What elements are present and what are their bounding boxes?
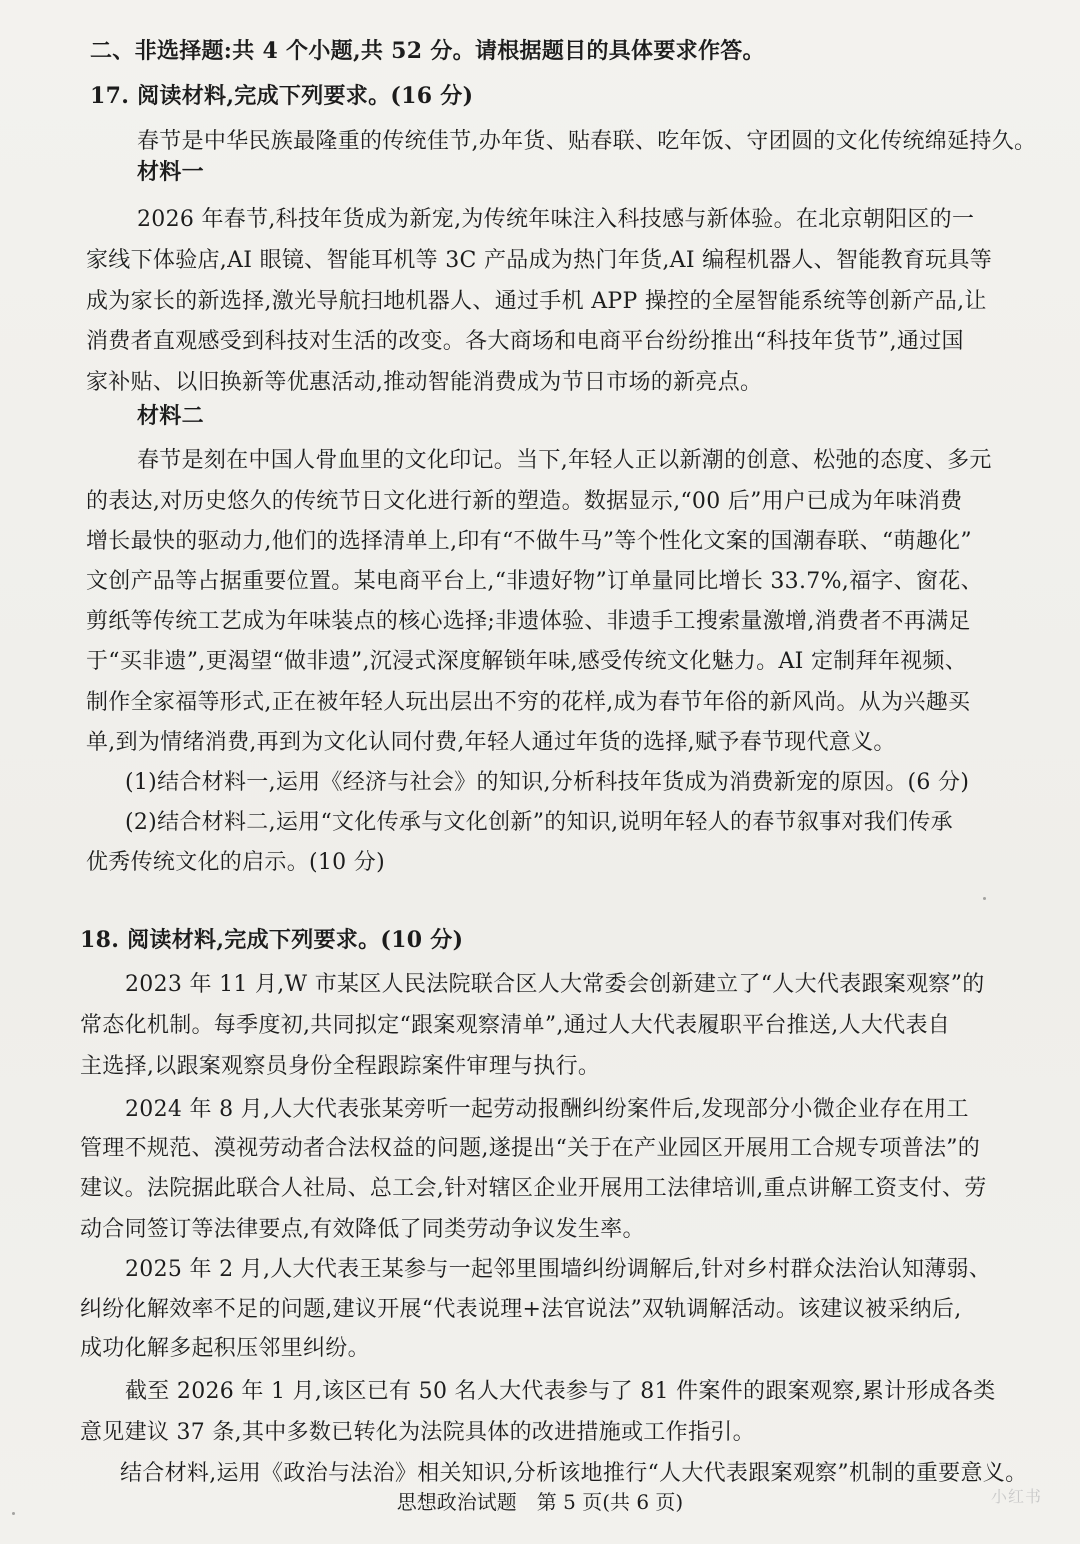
q17-task1: (1)结合材料一,运用《经济与社会》的知识,分析科技年货成为消费新宠的原因。(6 分) <box>125 770 970 795</box>
q18-para2-line: 管理不规范、漠视劳动者合法权益的问题,遂提出“关于在产业园区开展用工合规专项普法”的 <box>80 1136 981 1161</box>
q18-para2-line: 动合同签订等法律要点,有效降低了同类劳动争议发生率。 <box>80 1217 645 1242</box>
q17-title: 17. 阅读材料,完成下列要求。(16 分) <box>90 83 474 109</box>
q18-para3-line: 纠纷化解效率不足的问题,建议开展“代表说理+法官说法”双轨调解活动。该建议被采纳后, <box>80 1297 962 1322</box>
scan-speck <box>12 1512 15 1515</box>
q18-title: 18. 阅读材料,完成下列要求。(10 分) <box>80 927 464 953</box>
page-footer: 思想政治试题 第 5 页(共 6 页) <box>396 1490 684 1514</box>
q17-task2-line: 优秀传统文化的启示。(10 分) <box>86 850 385 875</box>
q17-material1-label: 材料一 <box>137 159 204 185</box>
q17-material1-line: 成为家长的新选择,激光导航扫地机器人、通过手机 APP 操控的全屋智能系统等创新产品,让 <box>86 289 987 314</box>
q17-material1-line: 消费者直观感受到科技对生活的改变。各大商场和电商平台纷纷推出“科技年货节”,通过国 <box>86 329 964 354</box>
section-heading: 二、非选择题:共 4 个小题,共 52 分。请根据题目的具体要求作答。 <box>90 38 765 64</box>
q17-material1-line: 2026 年春节,科技年货成为新宠,为传统年味注入科技感与新体验。在北京朝阳区的一 <box>137 207 975 232</box>
scan-speck <box>983 897 986 900</box>
q18-task: 结合材料,运用《政治与法治》相关知识,分析该地推行“人大代表跟案观察”机制的重要意义。 <box>120 1461 1028 1486</box>
q17-material2-line: 文创产品等占据重要位置。某电商平台上,“非遗好物”订单量同比增长 33.7%,福字、窗花、 <box>86 569 983 594</box>
q18-para3-line: 成功化解多起积压邻里纠纷。 <box>80 1336 370 1361</box>
q17-intro: 春节是中华民族最隆重的传统佳节,办年货、贴春联、吃年饭、守团圆的文化传统绵延持久。 <box>137 129 1037 154</box>
q18-para4-line: 截至 2026 年 1 月,该区已有 50 名人大代表参与了 81 件案件的跟案观察,累计形成各类 <box>125 1379 996 1404</box>
q18-para2-line: 2024 年 8 月,人大代表张某旁听一起劳动报酬纠纷案件后,发现部分小微企业存在用工 <box>125 1097 969 1122</box>
q17-material1-line: 家线下体验店,AI 眼镜、智能耳机等 3C 产品成为热门年货,AI 编程机器人、智能教育玩具等 <box>86 248 993 273</box>
q17-material2-line: 春节是刻在中国人骨血里的文化印记。当下,年轻人正以新潮的创意、松弛的态度、多元 <box>137 448 992 473</box>
q17-material2-line: 制作全家福等形式,正在被年轻人玩出层出不穷的花样,成为春节年俗的新风尚。从为兴趣买 <box>86 690 971 715</box>
q17-material2-line: 剪纸等传统工艺成为年味装点的核心选择;非遗体验、非遗手工搜索量激增,消费者不再满足 <box>86 609 971 634</box>
q17-material2-line: 于“买非遗”,更渴望“做非遗”,沉浸式深度解锁年味,感受传统文化魅力。AI 定制拜年视频、 <box>86 649 968 674</box>
q18-para2-line: 建议。法院据此联合人社局、总工会,针对辖区企业开展用工法律培训,重点讲解工资支付、劳 <box>80 1176 987 1201</box>
q17-material2-line: 单,到为情绪消费,再到为文化认同付费,年轻人通过年货的选择,赋予春节现代意义。 <box>86 730 896 755</box>
q18-para1-line: 2023 年 11 月,W 市某区人民法院联合区人大常委会创新建立了“人大代表跟案观察”的 <box>125 972 985 997</box>
q18-para4-line: 意见建议 37 条,其中多数已转化为法院具体的改进措施或工作指引。 <box>80 1420 755 1445</box>
q17-material1-line: 家补贴、以旧换新等优惠活动,推动智能消费成为节日市场的新亮点。 <box>86 370 763 395</box>
watermark: 小红书 <box>990 1487 1042 1506</box>
q17-material2-line: 增长最快的驱动力,他们的选择清单上,印有“不做牛马”等个性化文案的国潮春联、“萌趣化” <box>86 529 972 554</box>
q18-para3-line: 2025 年 2 月,人大代表王某参与一起邻里围墙纠纷调解后,针对乡村群众法治认知薄弱、 <box>125 1257 992 1282</box>
q17-task2-line: (2)结合材料二,运用“文化传承与文化创新”的知识,说明年轻人的春节叙事对我们传承 <box>125 810 953 835</box>
q18-para1-line: 主选择,以跟案观察员身份全程跟踪案件审理与执行。 <box>80 1054 601 1079</box>
q17-material2-line: 的表达,对历史悠久的传统节日文化进行新的塑造。数据显示,“00 后”用户已成为年味消费 <box>86 489 963 514</box>
q17-material2-label: 材料二 <box>137 403 204 429</box>
q18-para1-line: 常态化机制。每季度初,共同拟定“跟案观察清单”,通过人大代表履职平台推送,人大代表自 <box>80 1013 951 1038</box>
